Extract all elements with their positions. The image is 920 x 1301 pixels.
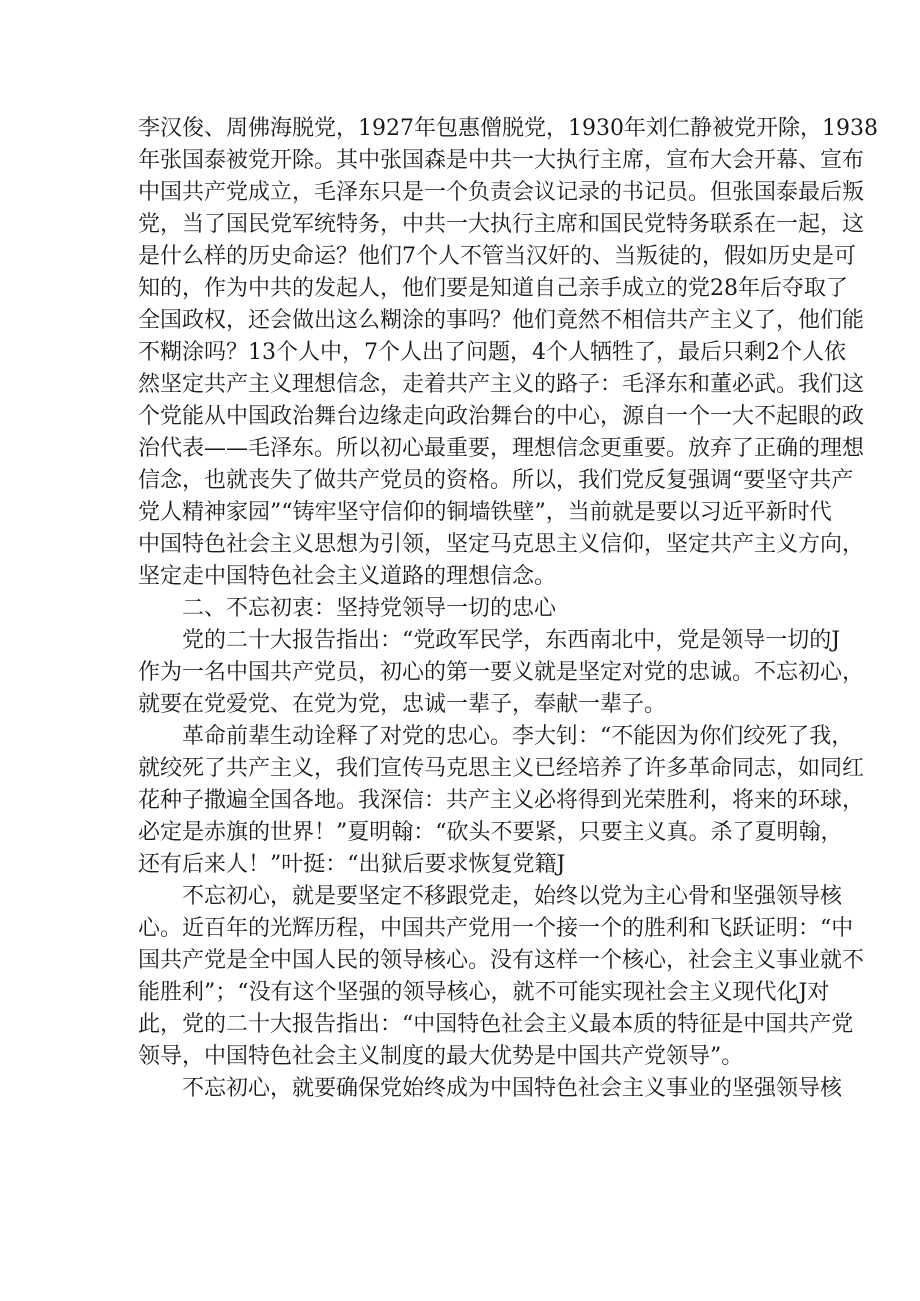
text-line: 信念，也就丧失了做共产党员的资格。所以，我们党反复强调“要坚守共产 <box>138 468 854 493</box>
text-line: 个党能从中国政治舞台边缘走向政治舞台的中心，源自一个一大不起眼的政 <box>138 404 865 429</box>
text-line: 革命前辈生动诠释了对党的忠心。李大钊：“不能因为你们绞死了我， <box>182 724 854 749</box>
text-line: 不糊涂吗？13个人中，7个人出了问题，4个人牺牲了，最后只剩2个人依 <box>138 340 846 365</box>
text-line: 年张国泰被党开除。其中张国森是中共一大执行主席，宣布大会开幕、宣布 <box>138 148 865 173</box>
text-line: 党人精神家园”“铸牢坚守信仰的铜墙铁壁”，当前就是要以习近平新时代 <box>138 500 832 525</box>
text-line: 治代表——毛泽东。所以初心最重要，理想信念更重要。放弃了正确的理想 <box>138 436 865 461</box>
text-line: 党的二十大报告指出：“党政军民学，东西南北中，党是领导一切的J <box>182 628 841 653</box>
text-line: 是什么样的历史命运？他们7个人不管当汉奸的、当叛徒的，假如历史是可 <box>138 244 856 269</box>
text-line: 此，党的二十大报告指出：“中国特色社会主义最本质的特征是中国共产党 <box>138 1012 854 1037</box>
text-line: 全国政权，还会做出这么糊涂的事吗？他们竟然不相信共产主义了，他们能 <box>138 308 865 333</box>
text-line: 不忘初心，就是要坚定不移跟党走，始终以党为主心骨和坚强领导核 <box>182 884 843 909</box>
text-line: 党，当了国民党军统特务，中共一大执行主席和国民党特务联系在一起，这 <box>138 212 865 237</box>
text-line: 心。近百年的光辉历程，中国共产党用一个接一个的胜利和飞跃证明：“中 <box>138 916 854 941</box>
text-line: 坚定走中国特色社会主义道路的理想信念。 <box>138 564 557 589</box>
text-line: 作为一名中国共产党员，初心的第一要义就是坚定对党的忠诚。不忘初心， <box>138 660 865 685</box>
text-line: 还有后来人！”叶挺：“出狱后要求恢复党籍J <box>138 852 566 877</box>
text-line: 能胜利”；“没有这个坚强的领导核心，就不可能实现社会主义现代化J对 <box>138 980 830 1005</box>
text-line: 不忘初心，就要确保党始终成为中国特色社会主义事业的坚强领导核 <box>182 1076 843 1101</box>
text-line: 花种子撒遍全国各地。我深信：共产主义必将得到光荣胜利，将来的环球， <box>138 788 865 813</box>
text-line: 中国共产党成立，毛泽东只是一个负责会议记录的书记员。但张国泰最后叛 <box>138 180 865 205</box>
text-line: 就要在党爱党、在党为党，忠诚一辈子，奉献一辈子。 <box>138 692 667 717</box>
text-line: 李汉俊、周佛海脱党，1927年包惠僧脱党，1930年刘仁静被党开除，1938 <box>138 116 878 141</box>
text-line: 中国特色社会主义思想为引领，坚定马克思主义信仰，坚定共产主义方向， <box>138 532 865 557</box>
text-line: 领导，中国特色社会主义制度的最大优势是中国共产党领导”。 <box>138 1044 744 1069</box>
document-page <box>138 113 878 1105</box>
text-line: 就绞死了共产主义，我们宣传马克思主义已经培养了许多革命同志，如同红 <box>138 756 865 781</box>
text-line: 二、不忘初衷：坚持党领导一切的忠心 <box>182 596 557 621</box>
text-line: 国共产党是全中国人民的领导核心。没有这样一个核心，社会主义事业就不 <box>138 948 865 973</box>
text-line: 必定是赤旗的世界！”夏明翰：“砍头不要紧，只要主义真。杀了夏明翰， <box>138 820 843 845</box>
text-line: 知的，作为中共的发起人，他们要是知道自己亲手成立的党28年后夺取了 <box>138 276 848 301</box>
text-line: 然坚定共产主义理想信念，走着共产主义的路子：毛泽东和董必武。我们这 <box>138 372 865 397</box>
